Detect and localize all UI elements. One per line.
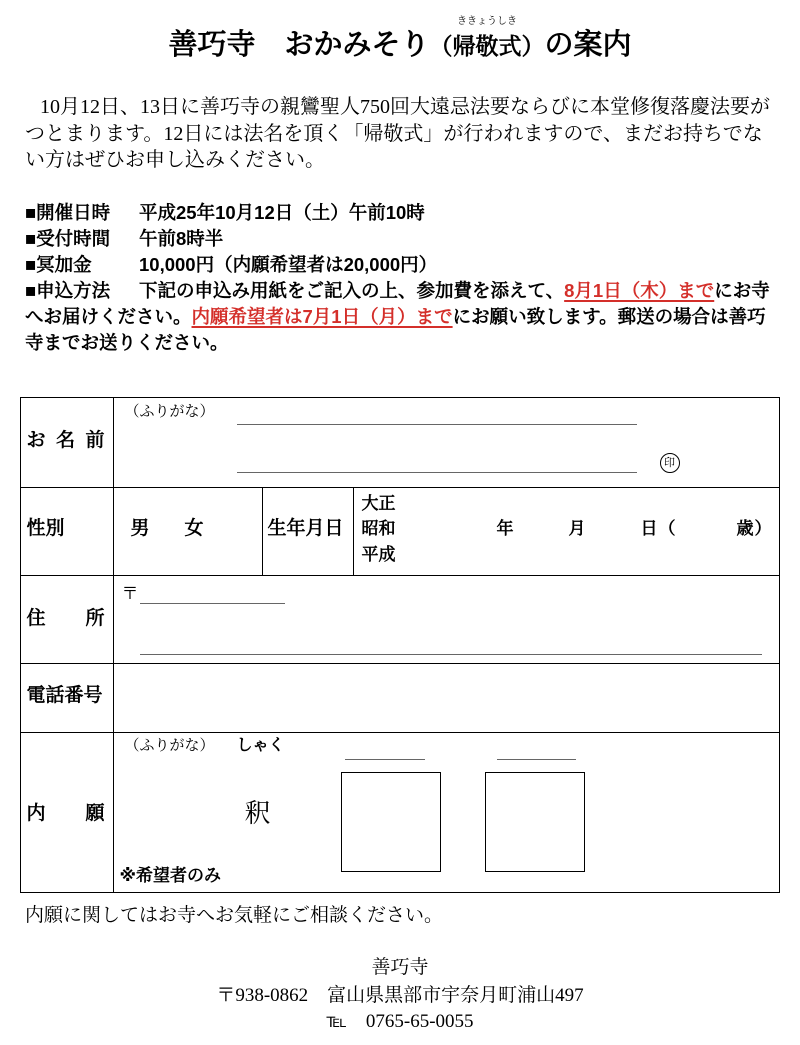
age-unit: 歳 [736,519,754,538]
shaku-reading: しゃく [236,737,285,754]
intro-line: つとまります。12日には法名を頂く「帰敬式」が行われますので、まだお持ちでな [25,123,763,145]
application-text: 下記の申込み用紙をご記入の上、参加費を添えて、 [139,280,565,301]
title-ruby-base: 帰敬式 [452,34,522,59]
application-text: 寺までお送りください。 [25,332,229,353]
fee-label: ■冥加金 [25,254,92,275]
name-furigana-label: （ふりがな） [124,403,215,420]
naigan-note: ※希望者のみ [119,866,222,885]
footer-temple-name: 善巧寺 [371,957,429,978]
postal-code-line [140,603,285,604]
fee-value: 10,000円（内願希望者は20,000円） [139,254,438,275]
intro-line: い方はぜひお申し込みください。 [25,149,325,171]
title-ruby [452,16,522,65]
naigan-deadline: 内願希望者は7月1日（月）まで [191,306,453,327]
dharma-name-box [485,772,585,872]
title-tail: の案内 [544,29,632,61]
phone-label: 電話番号 [26,685,103,706]
application-deadline: 8月1日（木）まで [564,280,715,301]
naigan-furigana-line [497,759,576,760]
shaku-character: 釈 [244,799,271,828]
age-paren-open: （ [658,519,676,538]
title-ruby-reading: ききょうしき [457,16,517,27]
era-option: 大正 [361,494,396,513]
day-unit: 日 [640,519,658,538]
address-row [21,575,779,664]
naigan-furigana-label: （ふりがな） [124,738,215,754]
application-text: へお届けください。 [25,306,192,327]
intro-line: 10月12日、13日に善巧寺の親鸞聖人750回大遠忌法要ならびに本堂修復落慶法要が [40,96,770,118]
name-furigana-line [237,424,637,425]
title-paren-close: ） [521,34,545,59]
seal-icon: 印 [660,453,680,473]
title-main: 善巧寺 おかみそり [168,29,430,61]
date-label: ■開催日時 [25,202,111,223]
naigan-label: 内 願 [26,803,105,824]
naigan-furigana-line [345,759,425,760]
application-label: ■申込方法 [25,280,111,301]
name-row [21,398,779,487]
dharma-name-box [341,772,441,872]
phone-row [21,663,779,733]
cell-divider [353,488,355,576]
application-text: にお願い致します。郵送の場合は善巧 [452,306,766,327]
gender-option-female: 女 [184,518,204,539]
reception-label: ■受付時間 [25,228,111,249]
birthdate-label: 生年月日 [267,518,344,539]
footer-tel: ℡ 0765-65-0055 [326,1011,474,1032]
gender-option-male: 男 [130,518,150,539]
application-line-3 [25,330,229,356]
footer-address: 〒938-0862 富山県黒部市宇奈月町浦山497 [216,985,584,1006]
application-line-1 [139,278,770,304]
name-label: お 名 前 [26,429,105,451]
application-form [20,397,780,893]
address-label: 住 所 [26,608,105,629]
name-line [237,472,637,473]
reception-value: 午前8時半 [139,228,224,249]
age-paren-close: ） [754,519,772,538]
year-unit: 年 [496,519,514,538]
application-text: にお寺 [714,280,770,301]
era-option: 昭和 [361,519,396,538]
month-unit: 月 [568,519,586,538]
consultation-note: 内願に関してはお寺へお気軽にご相談ください。 [25,905,444,926]
gender-birthdate-row [21,487,779,576]
application-line-2 [25,304,766,330]
page-title [0,16,800,65]
cell-divider [262,488,264,576]
naigan-row [21,732,779,893]
address-line [140,654,762,655]
title-paren-open: （ [429,34,453,59]
era-option: 平成 [361,545,396,564]
gender-label: 性別 [26,518,65,539]
date-value: 平成25年10月12日（土）午前10時 [139,202,425,223]
postal-mark: 〒 [121,584,139,603]
